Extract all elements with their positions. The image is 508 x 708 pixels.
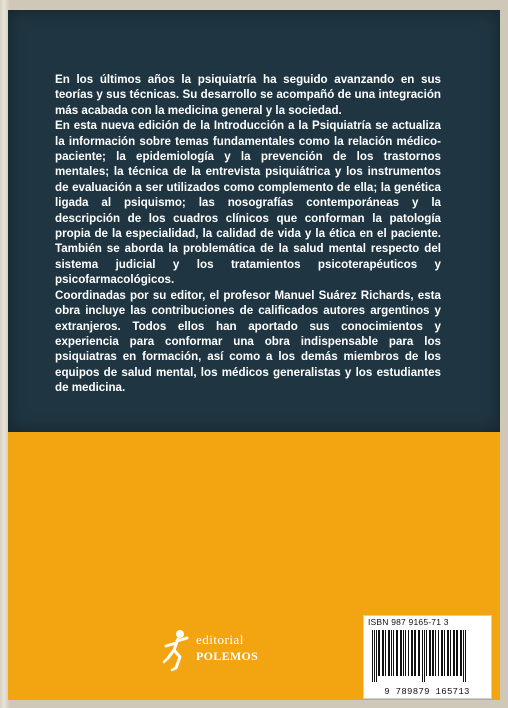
barcode-bar (374, 630, 375, 682)
barcode-digits: 9 789879 165713 (384, 687, 470, 697)
description-paragraph-2: En esta nueva edición de la Introducción a la Psiquiatría se actualiza la información sobre temas fundamentales como la relación médico-paciente; la epidemiología y la prevención de los trastornos mentales; la técnica de la entrevista psiquiátrica y los instrumentos de evaluación a ser utilizados como complemento de ella; la genética ligada al psiquismo; las nosografías contemporáneas y la descripción de los cuadros clínicos que conforman la patología propia de la especialidad, la calidad de vida y la ética en el paciente. También se aborda la problemática de la salud mental respecto del sistema judicial y los tratamientos psicoterapéuticos y psicofarmacológicos. (55, 119, 441, 287)
barcode-bars (370, 630, 484, 682)
barcode-bar (438, 630, 439, 676)
barcode-bar (391, 630, 392, 676)
barcode-bar (403, 630, 404, 676)
barcode-bar (408, 630, 409, 676)
barcode-bar (453, 630, 455, 676)
barcode-bar (444, 630, 445, 676)
barcode-bar (424, 630, 425, 682)
barcode-bar (382, 630, 384, 676)
barcode-bar (405, 630, 406, 676)
description-paragraph-3: Coordinadas por su editor, el profesor Manuel Suárez Richards, esta obra incluye las contribuciones de calificados autores argentinos y extranjeros. Todos ellos han aportado sus conocimientos y experiencia para conformar una obra indispensable para los psiquiatras en formación, así como a los demás miembros de los equipos de salud mental, los médicos generalistas y los estudiantes de medicina. (55, 288, 441, 395)
barcode-bar (411, 630, 413, 676)
barcode-bar (463, 630, 464, 682)
barcode-bar (422, 630, 423, 682)
barcode-bar (388, 630, 390, 676)
description-paragraph-1: En los últimos años la psiquiatría ha seguido avanzando en sus teorías y sus técnicas. Su desarrollo se acompañó de una integración más acabada con la medicina general y la sociedad. (55, 73, 441, 117)
barcode-bar (372, 630, 373, 682)
barcode-bar (447, 630, 449, 676)
barcode-bar (414, 630, 416, 676)
barcode-bar (460, 630, 462, 676)
isbn-label: ISBN 987 9165-71 3 (368, 617, 449, 627)
barcode-bar (393, 630, 394, 676)
barcode-bar (400, 630, 402, 676)
barcode-bar (376, 630, 377, 682)
publisher-name: POLEMOS (196, 649, 259, 663)
barcode-bar (378, 630, 380, 676)
publisher-editorial-label: editorial (196, 632, 244, 647)
back-cover-description (55, 72, 441, 396)
barcode-bar (441, 630, 443, 676)
barcode-bar (385, 630, 386, 676)
barcode-bar (426, 630, 427, 676)
barcode-box (363, 615, 492, 699)
barcode-bar (465, 630, 466, 682)
publisher-logo (160, 628, 270, 674)
barcode-bar (435, 630, 436, 676)
running-figure-icon (160, 628, 196, 674)
barcode-bar (429, 630, 431, 676)
barcode-bar (432, 630, 434, 676)
barcode-bar (396, 630, 398, 676)
barcode-bar (456, 630, 458, 676)
barcode-bar (450, 630, 451, 676)
barcode-bar (418, 630, 420, 676)
